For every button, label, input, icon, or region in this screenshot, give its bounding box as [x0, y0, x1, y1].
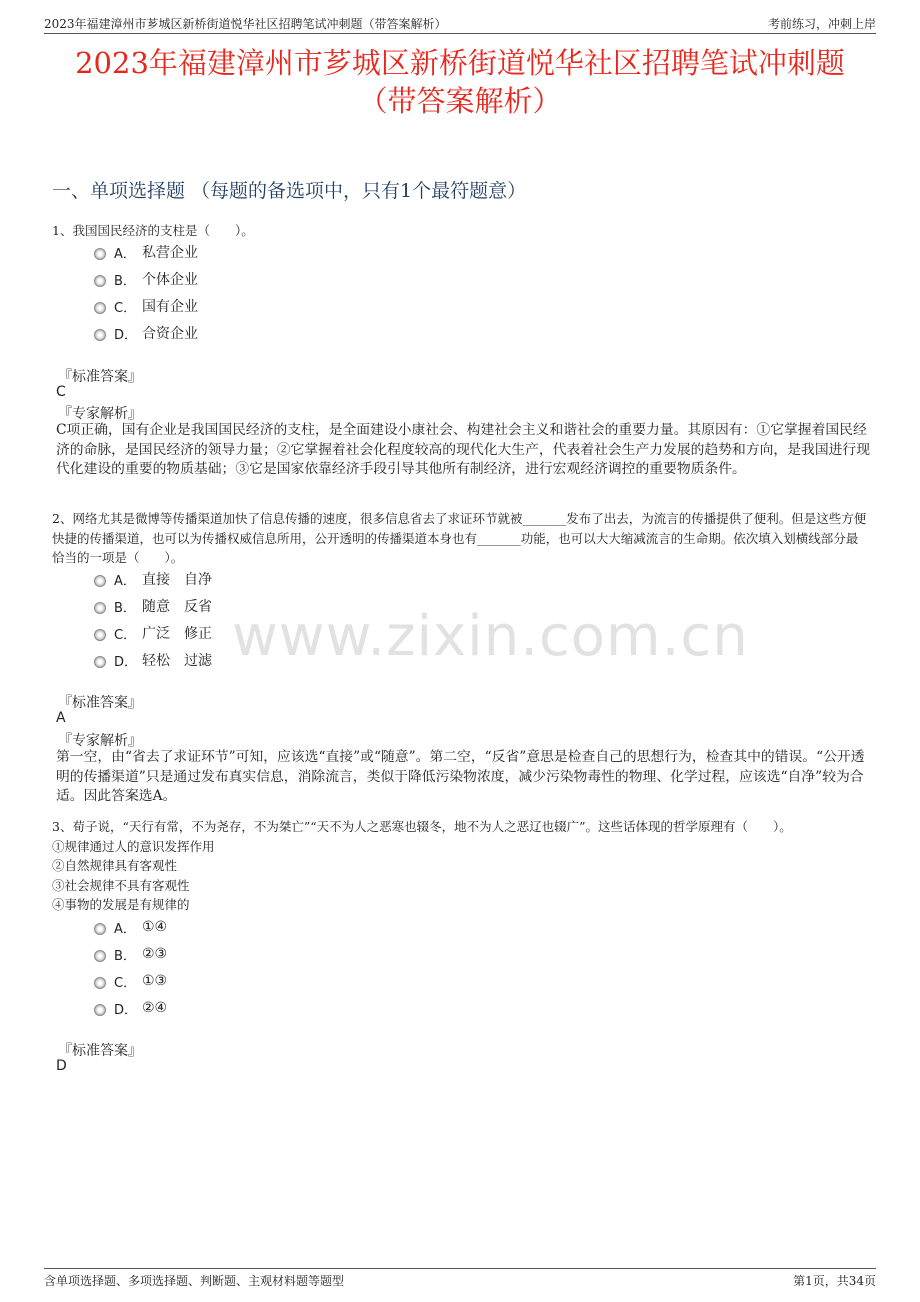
radio-icon[interactable]: [94, 950, 106, 962]
q3-statement-4: ④事物的发展是有规律的: [52, 897, 190, 912]
q2-option-d[interactable]: D． 轻松 过滤: [94, 649, 212, 671]
q1-explanation: C项正确，国有企业是我国国民经济的支柱，是全面建设小康社会、构建社会主义和谐社会的重要力量。其原因有：①它掌握着国民经济的命脉，是国民经济的领导力量；②它掌握着社会化程度较高的现代化大生产，代表着社会生产力发展的趋势和方向，是我国进行现代化建设的重要的物质基础；③它是国家依靠经济手段引导其他所有制经济，进行宏观经济调控的重要物质条件。: [56, 422, 871, 477]
q2-option-a[interactable]: A． 直接 自净: [94, 568, 212, 590]
q2-explanation: 第一空，由“省去了求证环节”可知，应该选“直接”或“随意”。第二空，“反省”意思是检查自己的思想行为，检查其中的错误。“公开透明的传播渠道”只是通过发布真实信息，消除流言，类似于降低污染物浓度，减少污染物毒性的物理、化学过程，应该选“自净”较为合适。因此答案选A。: [56, 749, 865, 804]
q3-statement-3: ③社会规律不具有客观性: [52, 878, 190, 893]
page-header: [44, 12, 876, 34]
q1-option-a[interactable]: A． 私营企业: [94, 241, 198, 263]
question-1-stem: 1、我国国民经济的支柱是（ ）。: [52, 223, 254, 238]
footer-question-types: 含单项选择题、多项选择题、判断题、主观材料题等题型: [44, 1274, 345, 1288]
q2-answer-value: A: [56, 710, 66, 726]
radio-icon[interactable]: [94, 629, 106, 641]
q3-option-a[interactable]: A． ①④: [94, 916, 167, 938]
header-doc-title: 2023年福建漳州市芗城区新桥街道悦华社区招聘笔试冲刺题（带答案解析）: [44, 17, 447, 31]
q2-option-b[interactable]: B． 随意 反省: [94, 595, 212, 617]
q1-answer-value: C: [56, 384, 66, 400]
question-2-stem: 2、网络尤其是微博等传播渠道加快了信息传播的速度，很多信息省去了求证环节就被_______发布了出去，为流言的传播提供了便利。但是这些方便快捷的传播渠道，也可以为传播权威信息所用，公开透明的传播渠道本身也有_______功能，也可以大大缩减流言的生命期。依次填入划横线部分最恰当的一项是（ ）。: [52, 511, 867, 565]
radio-icon[interactable]: [94, 977, 106, 989]
q3-answer-value: D: [56, 1058, 67, 1074]
page-number: 第1页，共34页: [793, 1274, 876, 1288]
document-title: [0, 44, 920, 120]
radio-icon[interactable]: [94, 275, 106, 287]
q3-option-d[interactable]: D． ②④: [94, 997, 167, 1019]
watermark: www.zixin.com.cn: [232, 604, 749, 669]
question-3-stem: 3、荀子说，“天行有常，不为尧存，不为桀亡”“天不为人之恶寒也辍冬，地不为人之恶辽也辍广”。这些话体现的哲学原理有（ ）。: [52, 819, 792, 834]
radio-icon[interactable]: [94, 302, 106, 314]
q1-answer-label: 『标准答案』: [58, 369, 142, 385]
q2-answer-label: 『标准答案』: [58, 695, 142, 711]
q3-option-c[interactable]: C． ①③: [94, 970, 167, 992]
section-heading: 一、单项选择题 （每题的备选项中，只有1个最符题意）: [52, 180, 527, 202]
radio-icon[interactable]: [94, 575, 106, 587]
radio-icon[interactable]: [94, 923, 106, 935]
radio-icon[interactable]: [94, 602, 106, 614]
q3-statement-1: ①规律通过人的意识发挥作用: [52, 839, 215, 854]
q1-option-d[interactable]: D． 合资企业: [94, 322, 198, 344]
q2-option-c[interactable]: C． 广泛 修正: [94, 622, 212, 644]
q2-expert-label: 『专家解析』: [58, 733, 142, 749]
radio-icon[interactable]: [94, 1004, 106, 1016]
title-line-1: 2023年福建漳州市芗城区新桥街道悦华社区招聘笔试冲刺题: [75, 46, 845, 80]
radio-icon[interactable]: [94, 329, 106, 341]
q1-option-c[interactable]: C． 国有企业: [94, 295, 198, 317]
header-slogan: 考前练习，冲刺上岸: [767, 17, 876, 31]
q3-option-b[interactable]: B． ②③: [94, 943, 167, 965]
q1-option-b[interactable]: B． 个体企业: [94, 268, 198, 290]
q1-expert-label: 『专家解析』: [58, 406, 142, 422]
page-footer: [44, 1268, 876, 1289]
radio-icon[interactable]: [94, 656, 106, 668]
q3-answer-label: 『标准答案』: [58, 1043, 142, 1059]
radio-icon[interactable]: [94, 248, 106, 260]
q3-statement-2: ②自然规律具有客观性: [52, 858, 178, 873]
title-line-2: （带答案解析）: [358, 84, 562, 118]
